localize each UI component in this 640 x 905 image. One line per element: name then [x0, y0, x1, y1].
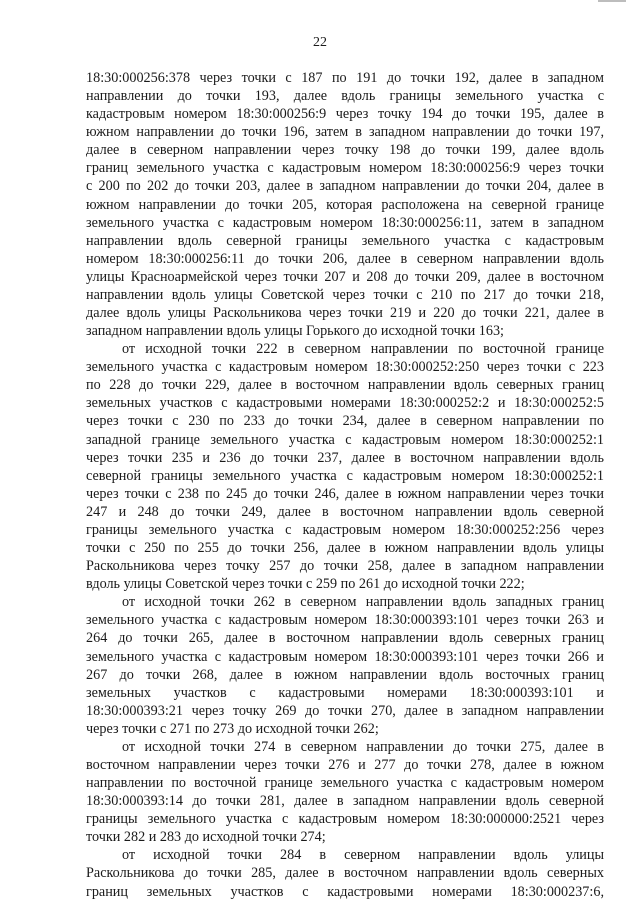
text-line: направлении до точки 193, далее вдоль границы земельного участка с — [86, 88, 604, 105]
text-line: южном направлении до точки 205, которая расположена на северной границе — [86, 196, 604, 213]
text-line: земельного участка с кадастровым номером 18:30:000256:11, затем в западном — [86, 214, 604, 231]
document-body — [86, 69, 604, 901]
text-line: южном направлении до точки 196, затем в западном направлении до точки 197, — [86, 124, 604, 141]
paragraph-first-line: от исходной точки 222 в северном направлении по восточной границе — [122, 341, 604, 358]
text-line: 247 и 248 до точки 249, далее в восточном направлении вдоль северной — [86, 503, 604, 520]
text-line: границы земельного участка с кадастровым номером 18:30:000252:256 через — [86, 521, 604, 538]
text-line: границы земельного участка с кадастровым номером 18:30:000000:2521 через — [86, 811, 604, 828]
text-line: земельного участка с кадастровым номером 18:30:000393:101 через точки 266 и — [86, 648, 604, 665]
text-line: номером 18:30:000256:11 до точки 206, далее в северном направлении вдоль — [86, 250, 604, 267]
text-line: кадастровым номером 18:30:000256:9 через точку 194 до точки 195, далее в — [86, 106, 604, 123]
text-line: Раскольникова до точки 285, далее в восточном направлении вдоль северных — [86, 865, 604, 882]
text-line: по 228 до точки 229, далее в восточном направлении вдоль северных границ — [86, 377, 604, 394]
text-line: земельных участков с кадастровыми номерами 18:30:000252:2 и 18:30:000252:5 — [86, 395, 604, 412]
page-number: 22 — [313, 35, 327, 50]
text-line: западной границе земельного участка с кадастровым номером 18:30:000252:1 — [86, 431, 604, 448]
text-line: далее вдоль улицы Раскольникова через точки 219 и 220 до точки 221, далее в — [86, 305, 604, 322]
text-line: восточном направлении через точки 276 и 277 до точки 278, далее в южном — [86, 756, 604, 773]
text-line: далее в северном направлении через точку 198 до точки 199, далее вдоль — [86, 142, 604, 159]
text-line: через точки с 271 по 273 до исходной точки 262; — [86, 720, 379, 737]
text-line: Раскольникова через точку 257 до точки 258, далее в западном направлении — [86, 558, 604, 575]
text-line: направлении вдоль северной границы земельного участка с кадастровым — [86, 232, 604, 249]
text-line: через точки с 238 по 245 до точки 246, далее в южном направлении через точки — [86, 485, 604, 502]
text-line: северной границы земельного участка с кадастровым номером 18:30:000252:1 — [86, 467, 604, 484]
text-line: с 200 по 202 до точки 203, далее в западном направлении до точки 204, далее в — [86, 178, 604, 195]
paragraph-first-line: от исходной точки 284 в северном направлении вдоль улицы — [122, 847, 604, 864]
text-line: 18:30:000256:378 через точки с 187 по 191 до точки 192, далее в западном — [86, 70, 604, 86]
text-line: западном направлении вдоль улицы Горького до исходной точки 163; — [86, 323, 504, 340]
text-line: 18:30:000393:21 через точку 269 до точки 270, далее в западном направлении — [86, 702, 604, 719]
text-line: точки 282 и 283 до исходной точки 274; — [86, 829, 326, 846]
paragraph-first-line: от исходной точки 274 в северном направлении до точки 275, далее в — [122, 738, 604, 755]
text-line: земельного участка с кадастровым номером 18:30:000252:250 через точки с 223 — [86, 359, 604, 376]
text-line: через точки 235 и 236 до точки 237, далее в восточном направлении вдоль — [86, 449, 604, 466]
text-line: 267 до точки 268, далее в южном направлении вдоль восточных границ — [86, 666, 604, 683]
text-line: границ земельных участков с кадастровыми номерами 18:30:000237:6, — [86, 883, 604, 900]
text-line: точки с 250 по 255 до точки 256, далее в южном направлении вдоль улицы — [86, 540, 604, 557]
text-line: направлении вдоль улицы Советской через точки с 210 по 217 до точки 218, — [86, 286, 604, 303]
text-line: вдоль улицы Советской через точки с 259 по 261 до исходной точки 222; — [86, 576, 525, 593]
text-line: границ земельного участка с кадастровым номером 18:30:000256:9 через точки — [86, 160, 604, 177]
text-line: 264 до точки 265, далее в восточном направлении вдоль северных границ — [86, 630, 604, 647]
text-line: земельных участков с кадастровыми номерами 18:30:000393:101 и — [86, 684, 604, 701]
text-line: земельного участка с кадастровым номером 18:30:000393:101 через точки 263 и — [86, 612, 604, 629]
paragraph-first-line: от исходной точки 262 в северном направлении вдоль западных границ — [122, 594, 604, 611]
text-line: улицы Красноармейской через точки 207 и 208 до точки 209, далее в восточном — [86, 268, 604, 285]
text-line: 18:30:000393:14 до точки 281, далее в западном направлении вдоль северной — [86, 793, 604, 810]
scan-edge-mark — [598, 0, 626, 2]
text-line: через точки с 230 по 233 до точки 234, далее в северном направлении по — [86, 413, 604, 430]
text-line: направлении по восточной границе земельного участка с кадастровым номером — [86, 775, 604, 792]
